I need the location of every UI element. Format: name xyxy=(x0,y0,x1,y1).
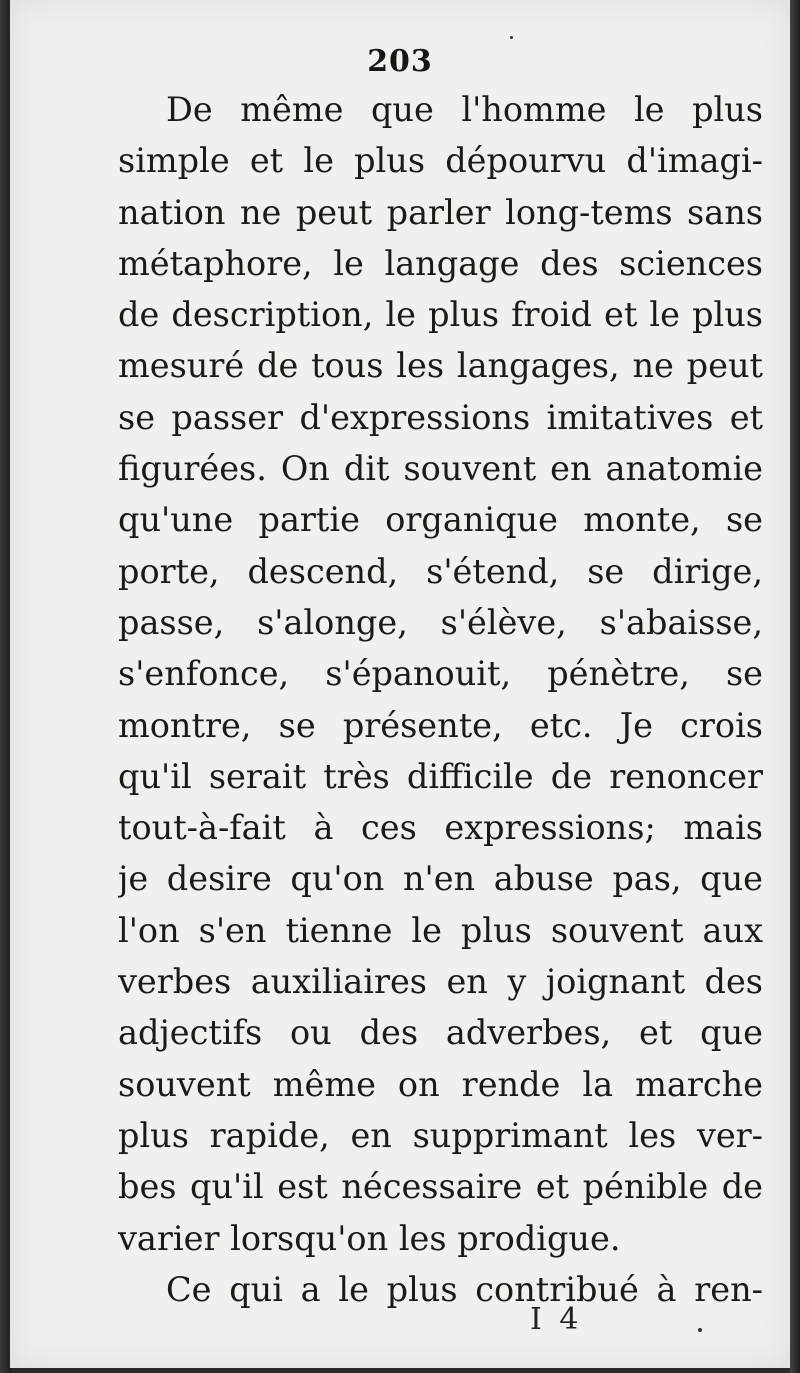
text-line: l'on s'en tienne le plus souvent aux xyxy=(118,910,763,950)
text-line: je desire qu'on n'en abuse pas, que xyxy=(118,859,763,899)
text-line: figurées. On dit souvent en anatomie xyxy=(118,449,763,489)
text-line: porte, descend, s'étend, se dirige, xyxy=(118,551,763,591)
text-line: qu'il serait très difficile de renoncer xyxy=(118,756,763,796)
text-line: souvent même on rende la marche xyxy=(118,1064,763,1104)
text-line: De même que l'homme le plus xyxy=(166,90,763,129)
text-line: de description, le plus froid et le plus xyxy=(118,295,763,335)
text-line: Ce qui a le plus contribué à ren- xyxy=(166,1269,763,1309)
text-line: bes qu'il est nécessaire et pénible de xyxy=(118,1167,763,1207)
ink-speck xyxy=(698,1328,702,1332)
paragraph-1 xyxy=(118,84,763,1264)
text-line: verbes auxiliaires en y joignant des xyxy=(118,962,763,1002)
ink-speck xyxy=(510,36,513,39)
text-line: adjectifs ou des adverbes, et que xyxy=(118,1013,763,1053)
text-line: nation ne peut parler long-tems sans xyxy=(118,192,763,232)
book-page xyxy=(10,0,790,1368)
text-line: métaphore, le langage des sciences xyxy=(118,243,763,283)
signature-mark: I 4 xyxy=(530,1302,583,1337)
text-line: simple et le plus dépourvu d'imagi- xyxy=(118,141,763,181)
paragraph-2 xyxy=(118,1264,763,1315)
text-line: passe, s'alonge, s'élève, s'abaisse, xyxy=(118,602,763,642)
text-line: tout-à-fait à ces expressions; mais xyxy=(118,808,763,848)
page-number: 203 xyxy=(367,44,433,79)
text-line: s'enfonce, s'épanouit, pénètre, se xyxy=(118,654,763,694)
text-line: mesuré de tous les langages, ne peut xyxy=(118,346,763,386)
text-line: montre, se présente, etc. Je crois xyxy=(118,705,763,745)
text-line: qu'une partie organique monte, se xyxy=(118,500,763,540)
book-edge-right xyxy=(790,0,800,1373)
text-line: se passer d'expressions imitatives et xyxy=(118,397,763,437)
text-line: varier lorsqu'on les prodigue. xyxy=(118,1218,621,1258)
body-text xyxy=(118,84,763,1315)
text-line: plus rapide, en supprimant les ver- xyxy=(118,1115,763,1155)
